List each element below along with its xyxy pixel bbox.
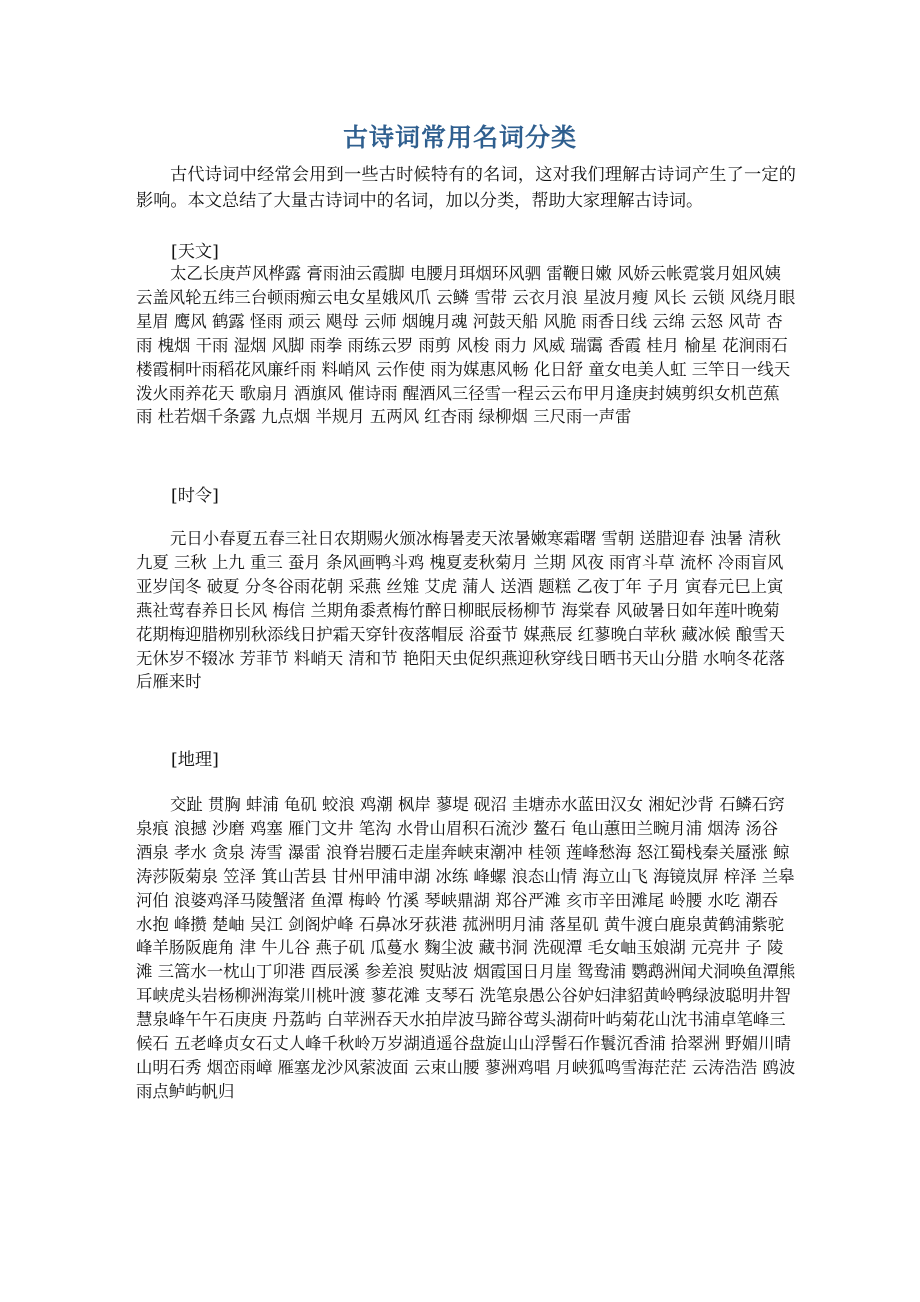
section-text-astronomy: 太乙长庚芦风桦露 膏雨油云霞脚 电腰月珥烟环风驷 雷鞭日嫩 风娇云帐霓裳月姐风姨云盖风轮五纬三台顿雨痴云电女星娥风爪 云鳞 雪带 云衣月浪 星波月瘦 风长 云锁 风绕月眼星眉 鹰风 鹤露 怪雨 顽云 飓母 云师 烟魄月魂 河鼓天船 风脆 雨香日线 云绵 云怒 风苛 杏雨 槐烟 干雨 湿烟 风脚 雨拳 雨练云罗 雨剪 风梭 雨力 风威 瑞霭 香霞 桂月 榆星 花涧雨石楼霞桐叶雨稻花风廉纤雨 料峭风 云作使 雨为媒惠风畅 化日舒 童女电美人虹 三竿日一线天 泼火雨养花天 歌扇月 酒旗风 催诗雨 醒酒风三径雪一程云云布甲月逢庚封姨剪织女机芭蕉雨 杜若烟千条露 九点烟 半规月 五两风 红杏雨 绿柳烟 三尺雨一声雷 xyxy=(136,264,796,427)
section-heading-astronomy: [天文] xyxy=(171,242,219,262)
section-text-seasons: 元日小春夏五春三社日农期赐火颁冰梅暑麦天浓暑嫩寒霜曙 雪朝 送腊迎春 浊暑 清秋 九夏 三秋 上九 重三 蚕月 条风画鸭斗鸡 槐夏麦秋菊月 兰期 风夜 雨宵斗草 流杯 冷雨盲风 亚岁闰冬 破夏 分冬谷雨花朝 采燕 丝雉 艾虎 蒲人 送酒 题糕 乙夜丁年 子月 寅春元巳上寅燕社莺春养日长风 梅信 兰期角黍煮梅竹醉日柳眠辰杨柳节 海棠春 风破暑日如年莲叶晚菊花期梅迎腊栁别秋添线日护霜天穿针夜落帽辰 浴蚕节 媒燕辰 红蓼晚白苹秋 藏冰候 酿雪天 无休岁不辍冰 芳菲节 料峭天 清和节 艳阳天虫促织燕迎秋穿线日晒书天山分腊 水响冬花落后雁来时 xyxy=(136,529,785,692)
intro-paragraph: 古代诗词中经常会用到一些古时候特有的名词，这对我们理解古诗词产生了一定的影响。本文总结了大量古诗词中的名词，加以分类，帮助大家理解古诗词。 xyxy=(136,165,796,211)
section-heading-seasons: [时令] xyxy=(171,486,219,506)
section-heading-geography: [地理] xyxy=(171,750,219,770)
document-title: 古诗词常用名词分类 xyxy=(342,123,577,152)
section-text-geography: 交趾 贯胸 蚌浦 龟矶 蛟浪 鸡潮 枫岸 蓼堤 砚沼 圭塘赤水蓝田汉女 湘妃沙背 石鳞石窍 泉痕 浪撼 沙磨 鸡塞 雁门文井 笔沟 水骨山眉积石流沙 鳌石 龟山蕙田兰畹月浦 烟涛 汤谷 酒泉 孝水 贪泉 涛雪 瀑雷 浪脊岩腰石走崖奔峡束潮冲 桂领 莲峰愁海 怒江蜀栈秦关蜃涨 鲸涛莎阪菊泉 笠泽 箕山苦县 甘州甲浦申湖 冰练 峰螺 浪态山情 海立山飞 海镜岚屏 梓泽 兰皋 河伯 浪婆鸡泽马陵蟹渚 鱼潭 梅岭 竹溪 琴峡鼎湖 郑谷严滩 亥市辛田滩尾 岭腰 水吃 潮吞 水抱 峰攒 楚岫 吴江 剑阁炉峰 石鼻冰牙荻港 菰洲明月浦 落星矶 黄牛渡白鹿泉黄鹤浦紫驼峰羊肠阪鹿角 津 牛儿谷 燕子矶 瓜蔓水 麴尘波 藏书洞 洗砚潭 毛女岫玉娘湖 元亮井 子 陵滩 三篙水一枕山丁卯港 酉辰溪 参差浪 熨贴波 烟霞国日月崖 鸳鸯浦 鹦鹉洲闻犬洞唤鱼潭熊耳峡虎头岩杨柳洲海棠川桃叶渡 蓼花滩 支琴石 洗笔泉愚公谷妒妇津貂黄岭鸭绿波聪明井智慧泉峰午午石庚庚 丹荔屿 白苹洲吞天水拍岸波马蹄谷莺头湖荷叶屿菊花山沈书浦卓笔峰三候石 五老峰贞女石丈人峰千秋岭万岁湖逍遥谷盘旋山山浮髻石作鬟沉香浦 拾翠洲 野媚川晴山明石秀 烟峦雨嶂 雁塞龙沙风萦波面 云束山腰 蓼洲鸡唱 月峡狐鸣雪海茫茫 云涛浩浩 鸥波雨点鲈屿帆归 xyxy=(136,795,796,1101)
